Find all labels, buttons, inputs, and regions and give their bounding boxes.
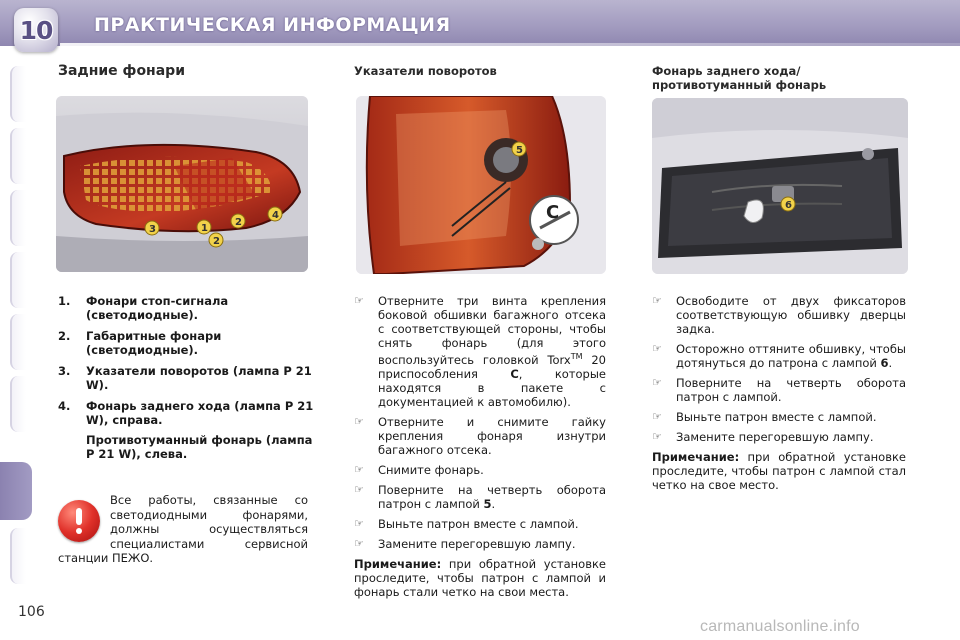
page-title: ПРАКТИЧЕСКАЯ ИНФОРМАЦИЯ [94,14,451,36]
turn-signal-steps [354,294,606,599]
chapter-tab[interactable] [10,314,26,370]
chapter-tab[interactable] [10,528,26,584]
chapter-tab[interactable] [10,128,26,184]
chapter-tab[interactable] [10,376,26,432]
step-item: ☞ Выньте патрон вместе с лампой. [354,516,579,531]
rear-lights-list [58,294,318,461]
callout-3: 3 [149,224,156,235]
exclamation-icon [58,500,100,542]
step-item: ☞ Осторожно оттяните обшивку, чтобы дотянуться до патрона с лампой 6. [652,342,906,370]
chapter-badge [14,8,58,52]
watermark: carmanualsonline.info [700,618,860,635]
reverse-fog-illustration [652,98,908,274]
step-item: ☞ Замените перегоревшую лампу. [652,430,874,444]
callout-2-lower: 2 [213,236,220,247]
callout-2-upper: 2 [235,217,242,228]
callout-c: C [546,202,560,223]
callout-5: 5 [516,145,523,156]
turn-signal-photo [356,96,606,274]
callout-4: 4 [272,210,279,221]
list-item: 1. Фонари стоп-сигнала (светодиодные). [58,294,229,322]
step-item: ☞ Замените перегоревшую лампу. [354,536,576,551]
step-item: ☞ Поверните на четверть оборота патрон с лампой. [652,376,906,404]
rear-lights-photo [56,96,308,272]
reverse-fog-steps [652,294,906,492]
list-item: 3. Указатели поворотов (лампа P 21 W). [58,364,312,392]
chapter-tab[interactable] [10,190,26,246]
warning-text: Все работы, связанные со светодиодными фонарями, должны осуществляться специалистами сервисной станции ПЕЖО. [58,493,308,565]
turn-signal-note: Примечание: при обратной установке проследите, чтобы патрон с лампой и фонарь стали четко на свои места. [354,556,606,599]
reverse-fog-photo [652,98,908,274]
section-title-rear-lights: Задние фонари [58,63,186,79]
step-item: ☞ Освободите от двух фиксаторов соответствующую обшивку дверцы задка. [652,294,906,336]
section-title-reverse-fog: Фонарь заднего хода/ противотуманный фонарь [652,64,827,92]
page-number: 106 [18,604,45,620]
rear-lights-illustration [56,96,308,272]
turn-signal-illustration [356,96,606,274]
callout-1: 1 [201,223,208,234]
step-item: ☞ Выньте патрон вместе с лампой. [652,410,877,424]
header-band [0,0,960,46]
section-title-turn-signals: Указатели поворотов [354,64,497,78]
chapter-tab[interactable] [10,66,26,122]
chapter-number: 10 [19,15,53,45]
list-item: 4. Фонарь заднего хода (лампа P 21 W), справа. [58,399,314,427]
chapter-tab[interactable] [10,252,26,308]
step-item: ☞ Снимите фонарь. [354,462,484,477]
list-item-extra: Противотуманный фонарь (лампа P 21 W), слева. [86,433,313,461]
step-item: ☞ Отверните и снимите гайку крепления фонаря изнутри багажного отсека. [354,414,606,457]
callout-6: 6 [785,200,792,211]
step-item: ☞ Поверните на четверть оборота патрон с лампой 5. [354,482,606,511]
chapter-tab-active[interactable] [0,462,32,520]
chapter-tabs [0,58,34,588]
reverse-fog-note: Примечание: при обратной установке проследите, чтобы патрон с лампой стал четко на свое место. [652,450,906,492]
list-item: 2. Габаритные фонари (светодиодные). [58,329,222,357]
step-item: ☞ Отверните три винта крепления боковой обшивки багажного отсека с соответствующей стороны, чтобы снять фонарь (для этого воспользуйтесь головкой Torx™ 20 приспособления C, которые находятся в пакете с документацией к автомобилю). [354,294,606,409]
